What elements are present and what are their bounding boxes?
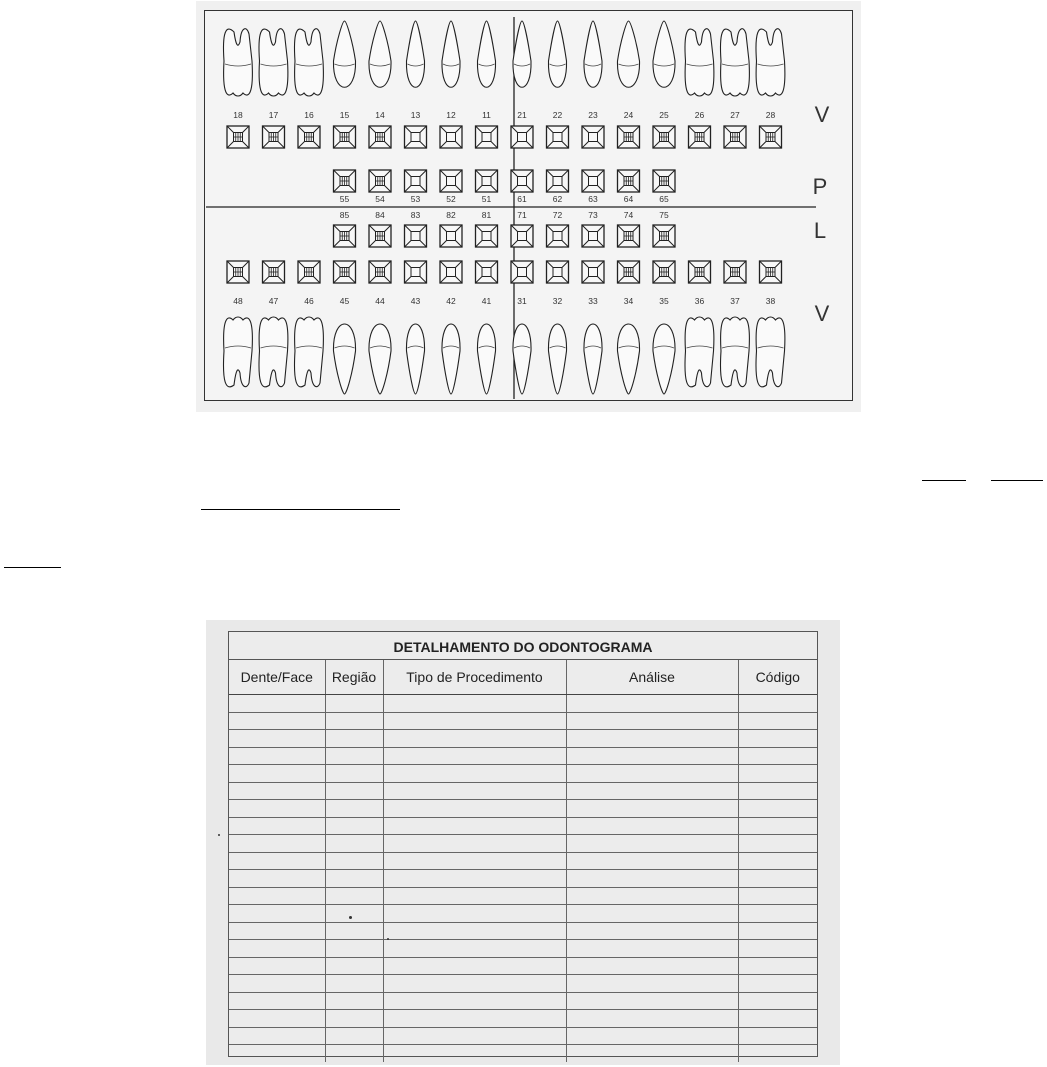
table-cell[interactable] bbox=[566, 765, 738, 783]
column-header-tipo-procedimento: Tipo de Procedimento bbox=[383, 660, 566, 695]
face-box-42 bbox=[440, 261, 462, 283]
table-cell[interactable] bbox=[738, 1010, 817, 1028]
table-row bbox=[229, 712, 817, 730]
tooth-number-17: 17 bbox=[268, 110, 279, 120]
face-box-23 bbox=[582, 126, 604, 148]
table-cell[interactable] bbox=[566, 887, 738, 905]
tooth-28 bbox=[756, 29, 785, 96]
table-cell[interactable] bbox=[383, 765, 566, 783]
table-cell[interactable] bbox=[383, 1027, 566, 1045]
table-cell[interactable] bbox=[566, 905, 738, 923]
table-cell[interactable] bbox=[229, 835, 325, 853]
face-box-63 bbox=[582, 170, 604, 192]
tooth-48 bbox=[223, 317, 252, 387]
table-cell[interactable] bbox=[566, 975, 738, 993]
table-cell[interactable] bbox=[325, 870, 383, 888]
table-cell[interactable] bbox=[229, 800, 325, 818]
table-cell[interactable] bbox=[325, 975, 383, 993]
face-box-37 bbox=[724, 261, 746, 283]
table-cell[interactable] bbox=[383, 712, 566, 730]
table-cell[interactable] bbox=[738, 922, 817, 940]
table-cell[interactable] bbox=[229, 905, 325, 923]
table-cell[interactable] bbox=[738, 1045, 817, 1062]
table-cell[interactable] bbox=[738, 887, 817, 905]
table-cell[interactable] bbox=[383, 695, 566, 713]
table-cell[interactable] bbox=[229, 957, 325, 975]
face-box-64 bbox=[618, 170, 640, 192]
detail-table-frame bbox=[228, 631, 818, 1057]
table-cell[interactable] bbox=[229, 730, 325, 748]
tooth-number-64: 64 bbox=[623, 194, 634, 204]
table-cell[interactable] bbox=[738, 992, 817, 1010]
table-header-row bbox=[229, 660, 817, 695]
tooth-number-22: 22 bbox=[552, 110, 563, 120]
tooth-35 bbox=[653, 324, 675, 394]
face-box-24 bbox=[618, 126, 640, 148]
tooth-number-36: 36 bbox=[694, 296, 705, 306]
tooth-32 bbox=[548, 324, 566, 394]
tooth-number-54: 54 bbox=[375, 194, 385, 204]
table-cell[interactable] bbox=[383, 852, 566, 870]
face-box-73 bbox=[582, 225, 604, 247]
tooth-12 bbox=[442, 21, 460, 87]
table-cell[interactable] bbox=[566, 992, 738, 1010]
surface-label-palatal: P bbox=[812, 174, 828, 199]
face-box-72 bbox=[547, 225, 569, 247]
table-cell[interactable] bbox=[738, 852, 817, 870]
face-box-15 bbox=[334, 126, 356, 148]
face-box-44 bbox=[369, 261, 391, 283]
tooth-number-51: 51 bbox=[481, 194, 492, 204]
table-cell[interactable] bbox=[383, 887, 566, 905]
column-header-codigo: Código bbox=[738, 660, 817, 695]
tooth-number-11: 11 bbox=[482, 110, 491, 120]
tooth-number-75: 75 bbox=[659, 210, 669, 220]
face-box-46 bbox=[298, 261, 320, 283]
table-row bbox=[229, 817, 817, 835]
table-cell[interactable] bbox=[383, 747, 566, 765]
table-cell[interactable] bbox=[566, 940, 738, 958]
tooth-33 bbox=[584, 324, 602, 394]
table-cell[interactable] bbox=[738, 905, 817, 923]
blank-line-2[interactable] bbox=[991, 480, 1043, 481]
table-cell[interactable] bbox=[229, 975, 325, 993]
tooth-15 bbox=[333, 21, 355, 87]
table-cell[interactable] bbox=[325, 695, 383, 713]
table-cell[interactable] bbox=[566, 870, 738, 888]
column-header-regiao: Região bbox=[325, 660, 383, 695]
face-box-16 bbox=[298, 126, 320, 148]
table-cell[interactable] bbox=[229, 1045, 325, 1062]
table-cell[interactable] bbox=[566, 852, 738, 870]
table-cell[interactable] bbox=[383, 1045, 566, 1062]
tooth-44 bbox=[369, 324, 391, 394]
table-cell[interactable] bbox=[325, 905, 383, 923]
table-cell[interactable] bbox=[566, 922, 738, 940]
table-cell[interactable] bbox=[566, 800, 738, 818]
table-row bbox=[229, 765, 817, 783]
table-cell[interactable] bbox=[325, 922, 383, 940]
table-cell[interactable] bbox=[383, 800, 566, 818]
face-box-28 bbox=[760, 126, 782, 148]
tooth-number-35: 35 bbox=[659, 296, 669, 306]
table-row bbox=[229, 1027, 817, 1045]
tooth-27 bbox=[720, 29, 749, 96]
face-box-33 bbox=[582, 261, 604, 283]
column-header-dente-face: Dente/Face bbox=[229, 660, 325, 695]
table-cell[interactable] bbox=[738, 712, 817, 730]
face-box-14 bbox=[369, 126, 391, 148]
table-cell[interactable] bbox=[738, 870, 817, 888]
tooth-11 bbox=[477, 21, 495, 87]
tooth-46 bbox=[294, 317, 323, 387]
table-cell[interactable] bbox=[325, 940, 383, 958]
tooth-45 bbox=[333, 324, 355, 394]
table-cell[interactable] bbox=[229, 782, 325, 800]
tooth-number-18: 18 bbox=[233, 110, 243, 120]
face-box-82 bbox=[440, 225, 462, 247]
table-cell[interactable] bbox=[383, 992, 566, 1010]
tooth-26 bbox=[685, 29, 714, 96]
tooth-16 bbox=[294, 29, 323, 96]
tooth-number-53: 53 bbox=[410, 194, 421, 204]
table-cell[interactable] bbox=[738, 782, 817, 800]
table-row bbox=[229, 1045, 817, 1062]
face-box-17 bbox=[263, 126, 285, 148]
face-box-35 bbox=[653, 261, 675, 283]
table-cell[interactable] bbox=[325, 730, 383, 748]
tooth-number-16: 16 bbox=[304, 110, 314, 120]
table-cell[interactable] bbox=[383, 782, 566, 800]
table-cell[interactable] bbox=[229, 747, 325, 765]
tooth-number-81: 81 bbox=[481, 210, 492, 220]
tooth-number-28: 28 bbox=[765, 110, 776, 120]
tooth-number-41: 41 bbox=[481, 296, 492, 306]
tooth-number-73: 73 bbox=[588, 210, 598, 220]
table-row bbox=[229, 922, 817, 940]
face-box-18 bbox=[227, 126, 249, 148]
table-cell[interactable] bbox=[738, 957, 817, 975]
table-cell[interactable] bbox=[738, 817, 817, 835]
table-cell[interactable] bbox=[383, 940, 566, 958]
tooth-number-65: 65 bbox=[659, 194, 669, 204]
tooth-number-31: 31 bbox=[517, 296, 527, 306]
tooth-number-61: 61 bbox=[517, 194, 527, 204]
table-cell[interactable] bbox=[566, 712, 738, 730]
table-row bbox=[229, 887, 817, 905]
table-cell[interactable] bbox=[738, 940, 817, 958]
table-cell[interactable] bbox=[325, 992, 383, 1010]
face-box-62 bbox=[547, 170, 569, 192]
table-cell[interactable] bbox=[229, 1010, 325, 1028]
tooth-number-12: 12 bbox=[446, 110, 456, 120]
table-cell[interactable] bbox=[229, 922, 325, 940]
tooth-number-82: 82 bbox=[446, 210, 456, 220]
face-box-22 bbox=[547, 126, 569, 148]
table-cell[interactable] bbox=[738, 1027, 817, 1045]
face-box-11 bbox=[476, 126, 498, 148]
tooth-21 bbox=[513, 21, 531, 87]
face-box-25 bbox=[653, 126, 675, 148]
table-cell[interactable] bbox=[383, 922, 566, 940]
table-row bbox=[229, 835, 817, 853]
table-cell[interactable] bbox=[229, 817, 325, 835]
face-box-85 bbox=[334, 225, 356, 247]
table-cell[interactable] bbox=[738, 975, 817, 993]
tooth-number-45: 45 bbox=[339, 296, 350, 306]
face-box-32 bbox=[547, 261, 569, 283]
table-row bbox=[229, 1010, 817, 1028]
table-cell[interactable] bbox=[738, 835, 817, 853]
tooth-22 bbox=[548, 21, 566, 87]
face-box-71 bbox=[511, 225, 533, 247]
face-box-53 bbox=[405, 170, 427, 192]
face-box-21 bbox=[511, 126, 533, 148]
table-cell[interactable] bbox=[383, 957, 566, 975]
table-cell[interactable] bbox=[738, 730, 817, 748]
table-cell[interactable] bbox=[566, 957, 738, 975]
table-cell[interactable] bbox=[566, 835, 738, 853]
table-row bbox=[229, 782, 817, 800]
table-row bbox=[229, 870, 817, 888]
face-box-74 bbox=[618, 225, 640, 247]
face-box-34 bbox=[618, 261, 640, 283]
table-cell[interactable] bbox=[229, 765, 325, 783]
table-cell[interactable] bbox=[566, 747, 738, 765]
tooth-41 bbox=[477, 324, 495, 394]
table-cell[interactable] bbox=[229, 1027, 325, 1045]
table-cell[interactable] bbox=[325, 887, 383, 905]
tooth-number-74: 74 bbox=[623, 210, 634, 220]
table-cell[interactable] bbox=[229, 887, 325, 905]
table-cell[interactable] bbox=[229, 712, 325, 730]
table-cell[interactable] bbox=[566, 695, 738, 713]
tooth-number-46: 46 bbox=[304, 296, 314, 306]
tooth-number-83: 83 bbox=[410, 210, 421, 220]
paper-speck bbox=[218, 834, 220, 836]
tooth-number-26: 26 bbox=[694, 110, 705, 120]
tooth-42 bbox=[442, 324, 460, 394]
tooth-14 bbox=[369, 21, 391, 87]
table-cell[interactable] bbox=[738, 800, 817, 818]
face-box-84 bbox=[369, 225, 391, 247]
tooth-number-72: 72 bbox=[552, 210, 563, 220]
face-box-26 bbox=[689, 126, 711, 148]
surface-label-vestibular-upper: V bbox=[814, 102, 830, 127]
tooth-36 bbox=[685, 317, 714, 387]
tooth-number-38: 38 bbox=[765, 296, 776, 306]
face-box-43 bbox=[405, 261, 427, 283]
table-cell[interactable] bbox=[383, 730, 566, 748]
blank-line-4[interactable] bbox=[4, 567, 61, 568]
odontogram-detail-table bbox=[229, 660, 817, 1062]
tooth-number-14: 14 bbox=[375, 110, 385, 120]
table-cell[interactable] bbox=[325, 835, 383, 853]
tooth-number-34: 34 bbox=[623, 296, 634, 306]
table-cell[interactable] bbox=[383, 817, 566, 835]
table-cell[interactable] bbox=[229, 940, 325, 958]
table-cell[interactable] bbox=[325, 782, 383, 800]
blank-line-3[interactable] bbox=[201, 509, 400, 510]
face-box-54 bbox=[369, 170, 391, 192]
tooth-31 bbox=[513, 324, 531, 394]
detail-title: DETALHAMENTO DO ODONTOGRAMA bbox=[229, 632, 817, 660]
table-row bbox=[229, 905, 817, 923]
tooth-47 bbox=[259, 317, 288, 387]
tooth-number-44: 44 bbox=[375, 296, 385, 306]
table-cell[interactable] bbox=[325, 765, 383, 783]
face-box-31 bbox=[511, 261, 533, 283]
tooth-number-55: 55 bbox=[339, 194, 350, 204]
table-row bbox=[229, 800, 817, 818]
face-box-51 bbox=[476, 170, 498, 192]
tooth-43 bbox=[406, 324, 424, 394]
tooth-number-63: 63 bbox=[588, 194, 598, 204]
table-cell[interactable] bbox=[566, 1010, 738, 1028]
tooth-24 bbox=[617, 21, 639, 87]
table-cell[interactable] bbox=[566, 817, 738, 835]
table-cell[interactable] bbox=[325, 1010, 383, 1028]
tooth-25 bbox=[653, 21, 675, 87]
odontogram-chart bbox=[196, 1, 861, 412]
face-box-65 bbox=[653, 170, 675, 192]
table-cell[interactable] bbox=[325, 852, 383, 870]
tooth-number-42: 42 bbox=[446, 296, 456, 306]
face-box-55 bbox=[334, 170, 356, 192]
table-row bbox=[229, 940, 817, 958]
tooth-number-21: 21 bbox=[517, 110, 527, 120]
table-row bbox=[229, 852, 817, 870]
table-cell[interactable] bbox=[566, 1027, 738, 1045]
face-box-83 bbox=[405, 225, 427, 247]
face-box-27 bbox=[724, 126, 746, 148]
table-row bbox=[229, 747, 817, 765]
face-box-36 bbox=[689, 261, 711, 283]
table-row bbox=[229, 695, 817, 713]
table-cell[interactable] bbox=[325, 957, 383, 975]
tooth-13 bbox=[406, 21, 424, 87]
paper-speck bbox=[387, 938, 389, 940]
table-cell[interactable] bbox=[383, 835, 566, 853]
tooth-38 bbox=[756, 317, 785, 387]
tooth-number-37: 37 bbox=[730, 296, 740, 306]
table-cell[interactable] bbox=[566, 782, 738, 800]
table-cell[interactable] bbox=[229, 992, 325, 1010]
tooth-number-48: 48 bbox=[233, 296, 243, 306]
face-box-48 bbox=[227, 261, 249, 283]
table-cell[interactable] bbox=[566, 1045, 738, 1062]
table-cell[interactable] bbox=[325, 1045, 383, 1062]
table-row bbox=[229, 730, 817, 748]
face-box-12 bbox=[440, 126, 462, 148]
tooth-number-13: 13 bbox=[410, 110, 421, 120]
table-cell[interactable] bbox=[383, 870, 566, 888]
face-box-75 bbox=[653, 225, 675, 247]
column-header-analise: Análise bbox=[566, 660, 738, 695]
table-cell[interactable] bbox=[325, 747, 383, 765]
tooth-number-27: 27 bbox=[730, 110, 740, 120]
tooth-23 bbox=[584, 21, 602, 87]
tooth-number-84: 84 bbox=[375, 210, 385, 220]
blank-line-1[interactable] bbox=[922, 480, 966, 481]
face-box-38 bbox=[760, 261, 782, 283]
odontogram-card bbox=[196, 1, 861, 412]
tooth-number-25: 25 bbox=[659, 110, 669, 120]
paper-speck bbox=[349, 916, 352, 919]
tooth-34 bbox=[617, 324, 639, 394]
surface-label-vestibular-lower: V bbox=[814, 301, 830, 326]
tooth-18 bbox=[223, 29, 252, 96]
tooth-number-33: 33 bbox=[588, 296, 598, 306]
table-cell[interactable] bbox=[738, 765, 817, 783]
tooth-number-15: 15 bbox=[339, 110, 350, 120]
table-row bbox=[229, 957, 817, 975]
table-cell[interactable] bbox=[229, 695, 325, 713]
tooth-number-71: 71 bbox=[517, 210, 527, 220]
table-cell[interactable] bbox=[325, 800, 383, 818]
face-box-81 bbox=[476, 225, 498, 247]
face-box-47 bbox=[263, 261, 285, 283]
table-cell[interactable] bbox=[325, 817, 383, 835]
table-cell[interactable] bbox=[383, 1010, 566, 1028]
tooth-number-24: 24 bbox=[623, 110, 634, 120]
face-box-52 bbox=[440, 170, 462, 192]
table-cell[interactable] bbox=[738, 695, 817, 713]
face-box-13 bbox=[405, 126, 427, 148]
detail-table-card bbox=[206, 620, 840, 1065]
face-box-61 bbox=[511, 170, 533, 192]
table-cell[interactable] bbox=[738, 747, 817, 765]
surface-label-lingual: L bbox=[813, 218, 827, 243]
table-cell[interactable] bbox=[383, 905, 566, 923]
table-row bbox=[229, 975, 817, 993]
table-row bbox=[229, 992, 817, 1010]
tooth-number-52: 52 bbox=[446, 194, 456, 204]
tooth-number-47: 47 bbox=[268, 296, 279, 306]
table-cell[interactable] bbox=[325, 1027, 383, 1045]
table-cell[interactable] bbox=[566, 730, 738, 748]
tooth-17 bbox=[259, 29, 288, 96]
tooth-number-23: 23 bbox=[588, 110, 598, 120]
table-cell[interactable] bbox=[325, 712, 383, 730]
table-cell[interactable] bbox=[229, 870, 325, 888]
face-box-45 bbox=[334, 261, 356, 283]
table-cell[interactable] bbox=[383, 975, 566, 993]
tooth-number-85: 85 bbox=[339, 210, 350, 220]
tooth-number-32: 32 bbox=[552, 296, 563, 306]
tooth-37 bbox=[720, 317, 749, 387]
table-cell[interactable] bbox=[229, 852, 325, 870]
face-box-41 bbox=[476, 261, 498, 283]
tooth-number-62: 62 bbox=[552, 194, 563, 204]
tooth-number-43: 43 bbox=[410, 296, 421, 306]
